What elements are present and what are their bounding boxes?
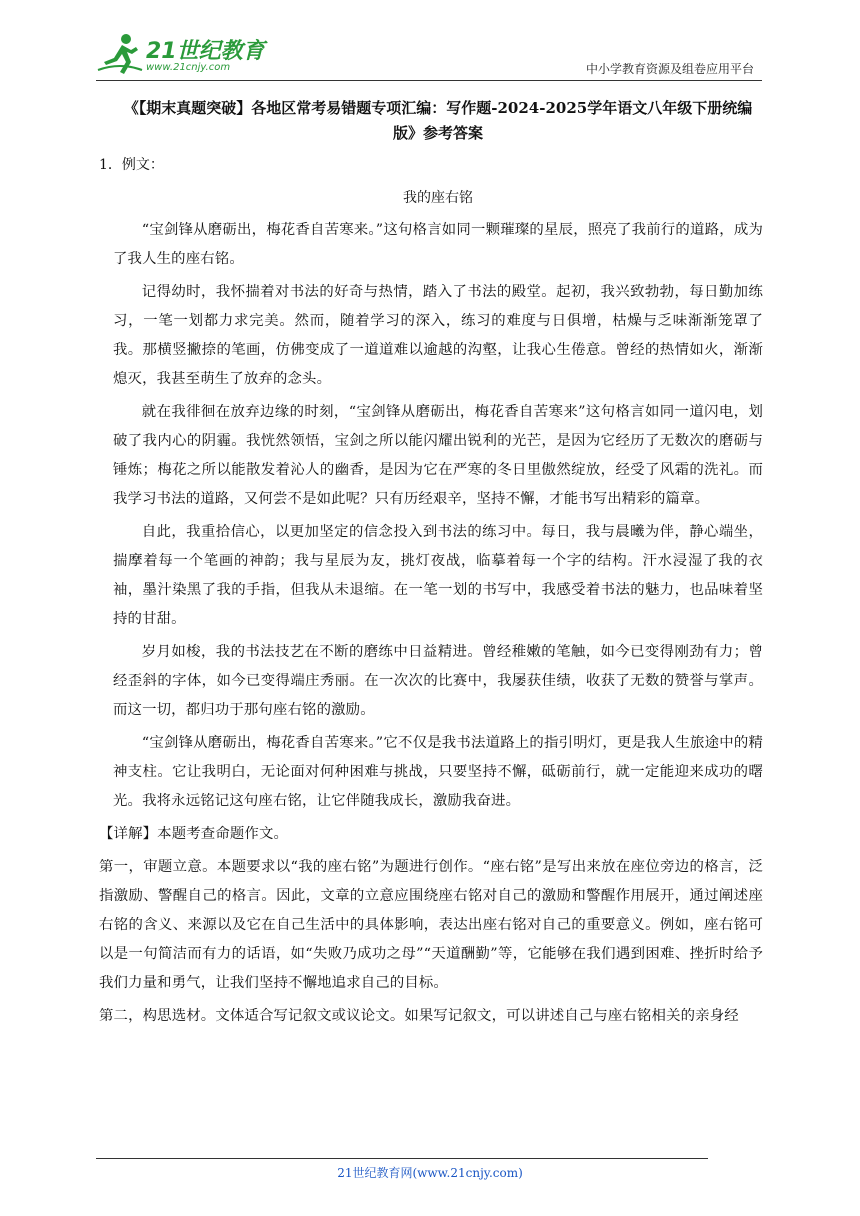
footer-link[interactable]: 21世纪教育网(www.21cnjy.com): [337, 1166, 523, 1180]
essay-paragraph: 岁月如梭，我的书法技艺在不断的磨练中日益精进。曾经稚嫩的笔触，如今已变得刚劲有力；曾经歪斜的字体，如今已变得端庄秀丽。在一次次的比赛中，我屡获佳绩，收获了无数的赞誉与掌声。而这一切，都归功于那句座右铭的激励。: [113, 644, 763, 718]
essay-paragraph: 自此，我重拾信心，以更加坚定的信念投入到书法的练习中。每日，我与晨曦为伴，静心端坐，揣摩着每一个笔画的神韵；我与星辰为友，挑灯夜战，临摹着每一个字的结构。汗水浸湿了我的衣袖，墨汁染黑了我的手指，但我从未退缩。在一笔一划的书写中，我感受着书法的魅力，也品味着坚持的甘甜。: [113, 524, 763, 627]
analysis-paragraph: 第二，构思选材。文体适合写记叙文或议论文。如果写记叙文，可以讲述自己与座右铭相关的亲身经: [99, 1008, 739, 1024]
runner-logo-icon: [96, 32, 144, 76]
essay-paragraph: “宝剑锋从磨砺出，梅花香自苦寒来。”它不仅是我书法道路上的指引明灯，更是我人生旅途中的精神支柱。它让我明白，无论面对何种困难与挑战，只要坚持不懈，砥砺前行，就一定能迎来成功的曙光。我将永远铭记这句座右铭，让它伴随我成长，激励我奋进。: [113, 735, 763, 809]
logo-text: 21世纪教育: [146, 39, 265, 64]
footer-divider: [96, 1158, 708, 1159]
logo-url: www.21cnjy.com: [146, 62, 231, 73]
header-divider: [96, 80, 762, 81]
site-logo[interactable]: [96, 32, 266, 78]
essay-paragraph: “宝剑锋从磨砺出，梅花香自苦寒来。”这句格言如同一颗璀璨的星辰，照亮了我前行的道路，成为了我人生的座右铭。: [113, 222, 763, 267]
document-title: 《【期末真题突破】各地区常考易错题专项汇编：写作题-2024-2025学年语文八年级下册统编版》参考答案: [123, 99, 753, 142]
question-label: 1．例文：: [99, 157, 164, 173]
platform-name: 中小学教育资源及组卷应用平台: [585, 62, 754, 76]
document-body: [99, 96, 763, 1035]
analysis-heading: 【详解】本题考查命题作文。: [99, 826, 289, 842]
analysis-paragraph: 第一，审题立意。本题要求以“我的座右铭”为题进行创作。“座右铭”是写出来放在座位旁边的格言，泛指激励、警醒自己的格言。因此，文章的立意应围绕座右铭对自己的激励和警醒作用展开，通过阐述座右铭的含义、来源以及它在自己生活中的具体影响，表达出座右铭对自己的重要意义。例如，座右铭可以是一句简洁而有力的话语，如“失败乃成功之母”“天道酬勤”等，它能够在我们遇到困难、挫折时给予我们力量和勇气，让我们坚持不懈地追求自己的目标。: [99, 859, 763, 991]
essay-paragraph: 就在我徘徊在放弃边缘的时刻，“宝剑锋从磨砺出，梅花香自苦寒来”这句格言如同一道闪电，划破了我内心的阴霾。我恍然领悟，宝剑之所以能闪耀出锐利的光芒，是因为它经历了无数次的磨砺与锤炼；梅花之所以能散发着沁人的幽香，是因为它在严寒的冬日里傲然绽放，经受了风霜的洗礼。而我学习书法的道路，又何尝不是如此呢？只有历经艰辛，坚持不懈，才能书写出精彩的篇章。: [113, 404, 763, 507]
essay-paragraph: 记得幼时，我怀揣着对书法的好奇与热情，踏入了书法的殿堂。起初，我兴致勃勃，每日勤加练习，一笔一划都力求完美。然而，随着学习的深入，练习的难度与日俱增，枯燥与乏味渐渐笼罩了我。那横竖撇捺的笔画，仿佛变成了一道道难以逾越的沟壑，让我心生倦意。曾经的热情如火，渐渐熄灭，我甚至萌生了放弃的念头。: [113, 284, 763, 387]
page-header: [96, 32, 760, 82]
essay-title: 我的座右铭: [403, 190, 473, 206]
